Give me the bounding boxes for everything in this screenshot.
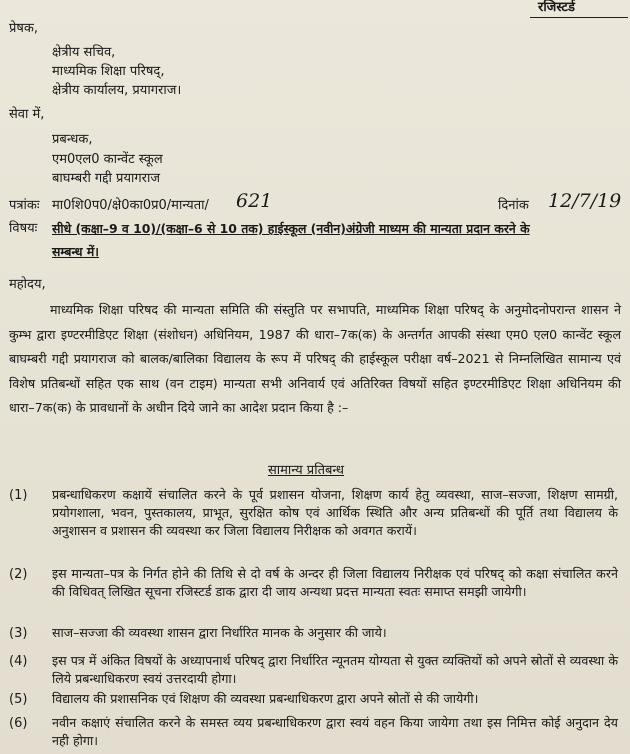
condition-2-number: (2) — [9, 567, 28, 582]
condition-4-number: (4) — [9, 654, 28, 669]
sender-line-3: क्षेत्रीय कार्यालय, प्रयागराज। — [52, 83, 182, 98]
subject-line-1: सीधे (कक्षा–9 व 10)/(कक्षा–6 से 10 तक) हाईस्कूल (नवीन)अंग्रेजी माध्यम की मान्यता प्रदान करने के — [52, 221, 530, 236]
date-label: दिनांक — [498, 198, 529, 213]
recipient-line-3: बाघम्बरी गद्दी प्रयागराज — [52, 171, 161, 186]
condition-6-text: नवीन कक्षाएं संचालित करने के समस्त व्यय प्रबन्धाधिकरण द्वारा स्वयं वहन किया जायेगा तथा इस निमित्त कोई अनुदान देय नही होगा। — [52, 715, 618, 748]
subject-label: विषयः — [9, 221, 38, 236]
condition-5-text: विद्यालय की प्रशासनिक एवं शिक्षण की व्यवस्था प्रबन्धाधिकरण द्वारा अपने स्रोतों से की जायेगी। — [52, 691, 479, 706]
condition-1-number: (1) — [9, 488, 28, 503]
section-heading: सामान्य प्रतिबन्ध — [268, 463, 344, 478]
salutation: महोदय, — [9, 277, 46, 292]
condition-5-number: (5) — [9, 692, 28, 707]
reference-label: पत्रांकः — [9, 198, 40, 213]
body-paragraph: माध्यमिक शिक्षा परिषद की मान्यता समिति की संस्तुति पर सभापति, माध्यमिक शिक्षा परिषद् के अनुमोदनोपरान्त शासन ने कुम्भ द्वारा इण्टरमीडिएट शिक्षा (संशोधन) अधिनियम, 1987 की धारा–7क(क) के अन्तर्गत आपकी संस्था एम0 एल0 कान्वेंट स्कूल बाघम्बरी गद्दी प्रयागराज को बालक/बालिका विद्यालय के रूप में परिषद् की हाईस्कूल परीक्षा वर्ष–2021 से निम्नलिखित सामान्य एवं विशेष प्रतिबन्धों सहित एक साथ (वन टाइम) मान्यता सभी अनिवार्य एवं अतिरिक्त विषयों सहित इण्टरमीडिएट शिक्षा अधिनियम की धारा–7क(क) के प्रावधानों के अधीन दिये जाने का आदेश प्रदान किया है :– — [9, 302, 621, 415]
recipient-line-1: प्रबन्धक, — [52, 132, 93, 147]
condition-6-number: (6) — [9, 716, 28, 731]
reference-number: मा0शि0प0/क्षे0का0प्र0/मान्यता/ — [52, 198, 209, 213]
condition-3-number: (3) — [9, 626, 28, 641]
to-label: सेवा में, — [9, 107, 45, 122]
sender-line-1: क्षेत्रीय सचिव, — [52, 45, 116, 60]
condition-2-text: इस मान्यता–पत्र के निर्गत होने की तिथि से दो वर्ष के अन्दर ही जिला विद्यालय निरीक्षक एवं परिषद् को कक्षा संचालित करने की विधिवत् लिखित सूचना रजिस्टर्ड डाक द्वारा दी जाय अन्यथा प्रदत्त मान्यता स्वतः समाप्त समझी जायेगी। — [52, 566, 618, 599]
reference-handwritten: 621 — [236, 190, 273, 212]
condition-3-text: साज–सज्जा की व्यवस्था शासन द्वारा निर्धारित मानक के अनुसार की जाये। — [52, 625, 387, 640]
registered-mark: रजिस्टर्ड — [538, 0, 575, 15]
subject-line-2: सम्बन्ध में। — [52, 244, 99, 259]
registered-underline — [530, 17, 628, 18]
condition-1-text: प्रबन्धाधिकरण कक्षायें संचालित करने के पूर्व प्रशासन योजना, शिक्षण कार्य हेतु व्यवस्था, साज–सज्जा, शिक्षण सामग्री, प्रयोगशाला, भवन, पुस्तकालय, प्राभूत, सुरक्षित कोष एवं आर्थिक स्थिति और अन्य प्रतिबन्धों की पूर्ति तथा विद्यालय के अनुशासन व प्रशासन की व्यवस्था कर जिला विद्यालय निरीक्षक को अवगत करायें। — [52, 487, 618, 538]
condition-4-text: इस पत्र में अंकित विषयों के अध्यापनार्थ परिषद् द्वारा निर्धारित न्यूनतम योग्यता से युक्त व्यक्तियों को अपने स्रोतों से व्यवस्था के लिये प्रबन्धाधिकरण स्वयं उत्तरदायी होगा। — [52, 653, 618, 686]
recipient-line-2: एम0एल0 कान्वेंट स्कूल — [52, 152, 163, 167]
sender-label: प्रेषक, — [9, 21, 39, 36]
sender-line-2: माध्यमिक शिक्षा परिषद्, — [52, 64, 165, 79]
date-handwritten: 12/7/19 — [548, 190, 622, 212]
